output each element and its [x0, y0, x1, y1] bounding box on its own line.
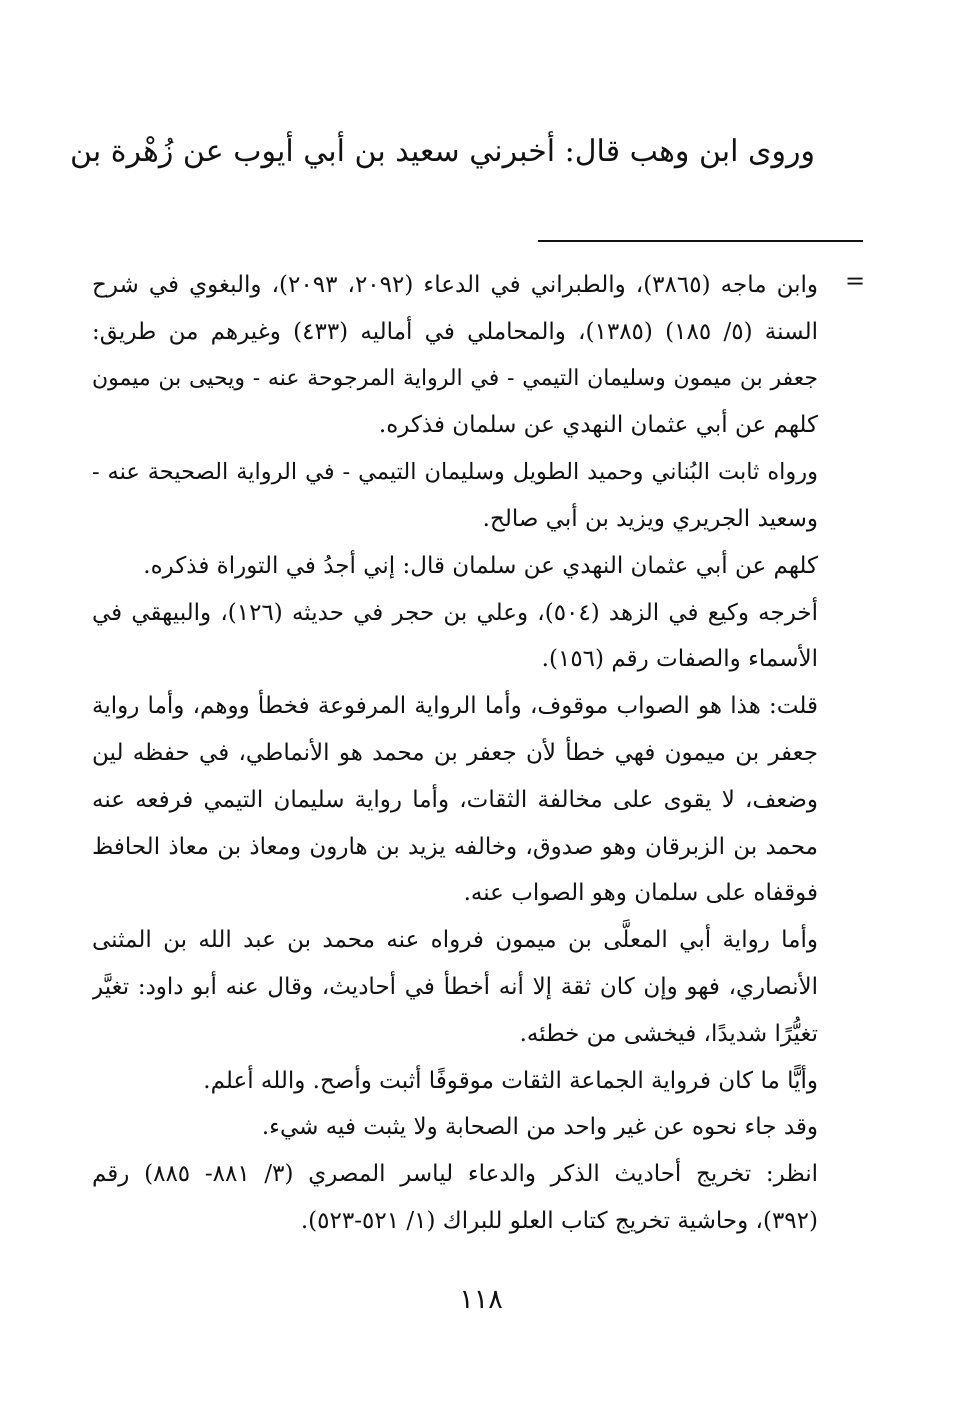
- main-text-line: وروى ابن وهب قال: أخبرني سعيد بن أبي أيوب عن زُهْرة بن: [70, 134, 815, 169]
- footnote-line: محمد بن الزبرقان وهو صدوق، وخالفه يزيد بن هارون ومعاذ بن معاذ الحافظ: [92, 833, 818, 860]
- footnote-line: الأنصاري، فهو وإن كان ثقة إلا أنه أخطأ في أحاديث، وقال عنه أبو داود: تغيَّر: [92, 973, 818, 1000]
- footnote-line: السنة (٥/ ١٨٥) (١٣٨٥)، والمحاملي في أماليه (٤٣٣) وغيرهم من طريق:: [92, 318, 818, 345]
- footnote-line: أخرجه وكيع في الزهد (٥٠٤)، وعلي بن حجر في حديثه (١٢٦)، والبيهقي في: [92, 599, 818, 626]
- footnote-line: فوقفاه على سلمان وهو الصواب عنه.: [463, 880, 818, 907]
- footnote-continuation-mark: =: [845, 267, 866, 295]
- footnote-line: ورواه ثابت البُناني وحميد الطويل وسليمان التيمي - في الرواية الصحيحة عنه -: [92, 459, 818, 486]
- footnote-line: كلهم عن أبي عثمان النهدي عن سلمان قال: إني أجدُ في التوراة فذكره.: [143, 552, 818, 579]
- footnotes-block: [92, 262, 818, 1245]
- footnote-line: وأما رواية أبي المعلَّى بن ميمون فرواه عنه محمد بن عبد الله بن المثنى: [92, 927, 818, 954]
- footnote-line: وابن ماجه (٣٨٦٥)، والطبراني في الدعاء (٢٠٩٢، ٢٠٩٣)، والبغوي في شرح: [92, 272, 818, 298]
- page-number: ١١٨: [459, 1284, 503, 1315]
- footnote-line: وقد جاء نحوه عن غير واحد من الصحابة ولا يثبت فيه شيء.: [261, 1114, 818, 1141]
- footnote-line: وسعيد الجريري ويزيد بن أبي صالح.: [482, 505, 818, 532]
- footnote-separator: [538, 240, 863, 242]
- footnote-line: قلت: هذا هو الصواب موقوف، وأما الرواية المرفوعة فخطأ ووهم، وأما رواية: [92, 693, 818, 720]
- footnote-line: (٣٩٢)، وحاشية تخريج كتاب العلو للبراك (١/ ٥٢١-٥٢٣).: [300, 1207, 818, 1234]
- footnote-line: كلهم عن أبي عثمان النهدي عن سلمان فذكره.: [378, 412, 818, 439]
- footnote-line: جعفر بن ميمون وسليمان التيمي - في الرواية المرجوحة عنه - ويحيى بن ميمون: [92, 365, 818, 391]
- footnote-line: وأيًّا ما كان فرواية الجماعة الثقات موقوفًا أثبت وأصح. والله أعلم.: [203, 1067, 818, 1094]
- footnote-line: جعفر بن ميمون فهي خطأ لأن جعفر بن محمد هو الأنماطي، في حفظه لين: [92, 739, 818, 766]
- footnote-line: انظر: تخريج أحاديث الذكر والدعاء لياسر المصري (٣/ ٨٨١- ٨٨٥) رقم: [92, 1161, 818, 1188]
- footnote-line: وضعف، لا يقوى على مخالفة الثقات، وأما رواية سليمان التيمي فرفعه عنه: [92, 786, 818, 813]
- footnote-line: الأسماء والصفات رقم (١٥٦).: [541, 646, 818, 673]
- footnote-line: تغيُّرًا شديدًا، فيخشى من خطئه.: [519, 1020, 818, 1047]
